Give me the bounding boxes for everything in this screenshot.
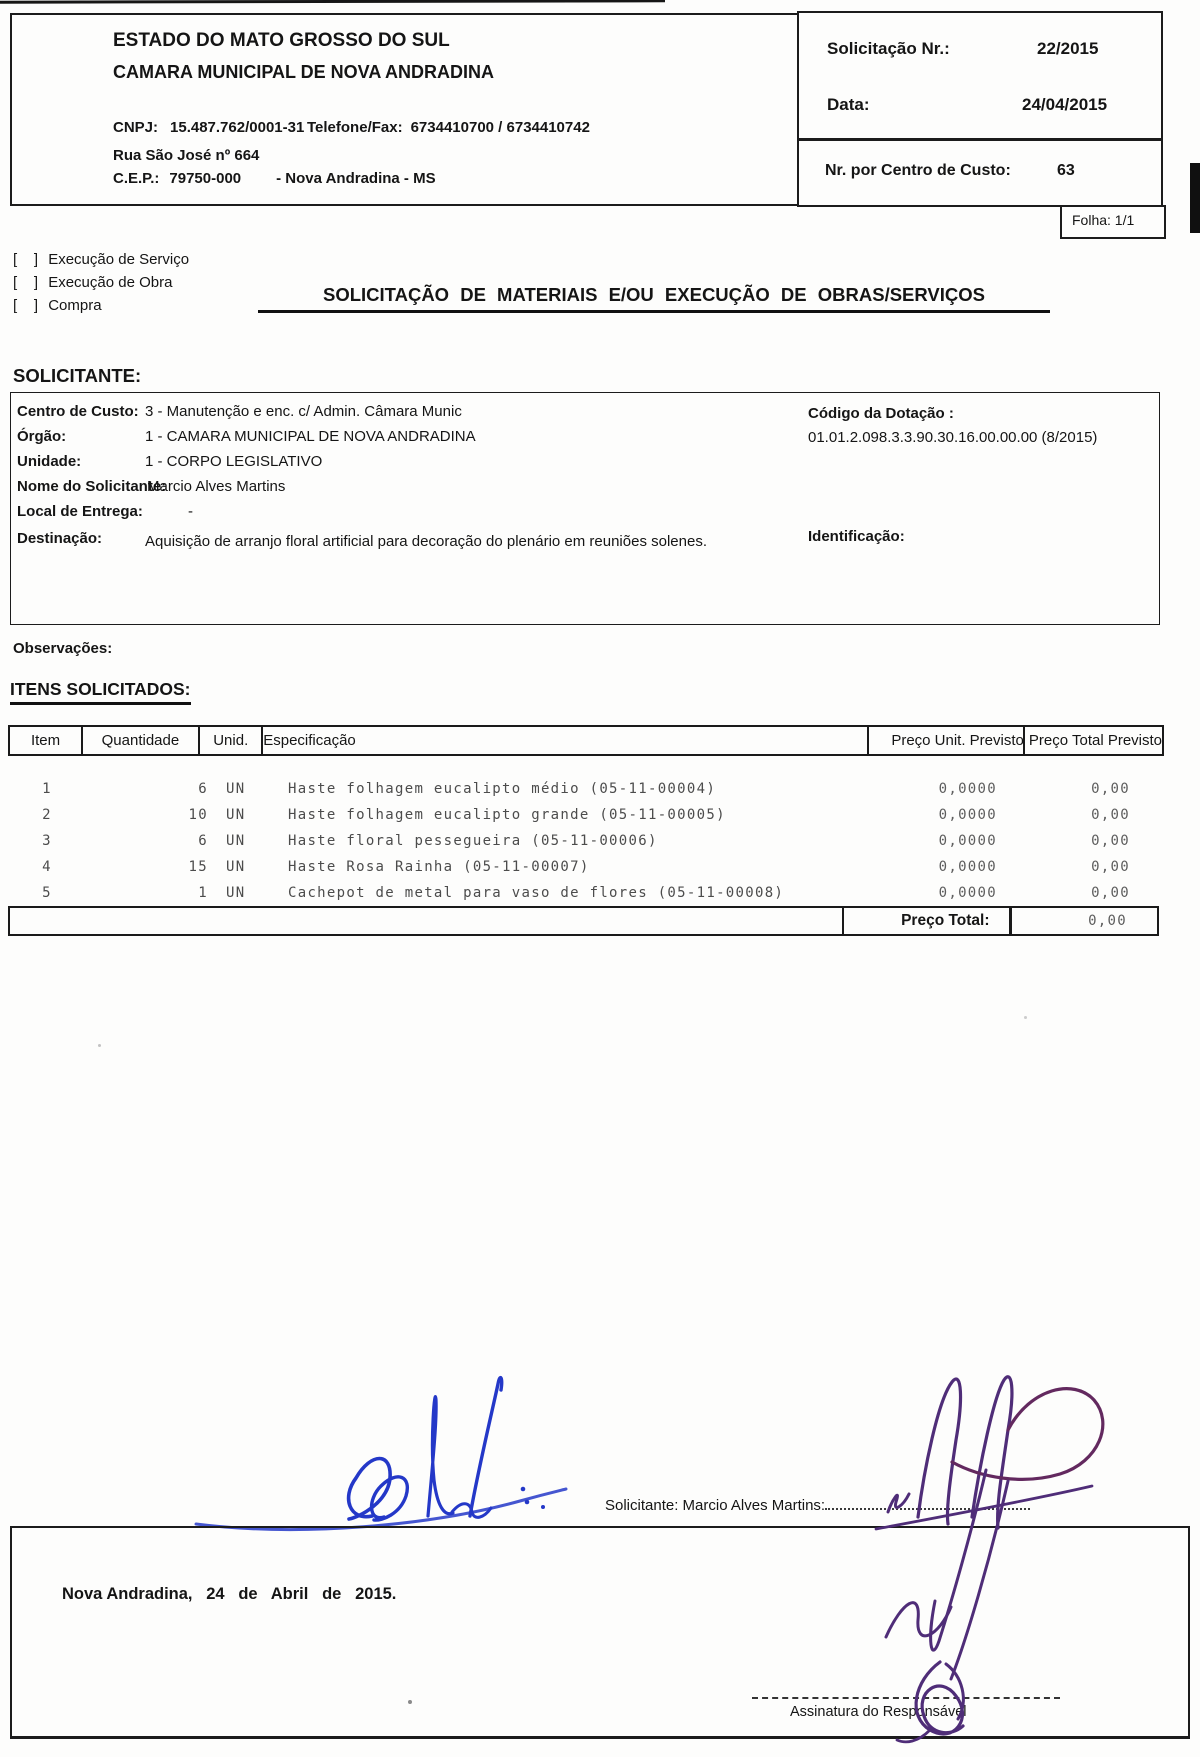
row-item: 5: [42, 885, 52, 901]
field-label-centro-custo: Centro de Custo:: [17, 403, 139, 420]
row-qty: 10: [188, 807, 208, 823]
row-item: 3: [42, 833, 52, 849]
row-qty: 6: [198, 833, 208, 849]
dotacao-value: 01.01.2.098.3.3.90.30.16.00.00.00 (8/2015): [808, 429, 1098, 446]
row-spec: Haste folhagem eucalipto grande (05-11-00005): [288, 807, 726, 823]
row-unid: UN: [226, 807, 246, 823]
date-value: 24/04/2015: [1022, 95, 1108, 114]
row-unit-price: 0,0000: [938, 833, 997, 849]
phone-label: Telefone/Fax:: [307, 119, 403, 136]
checkbox-compra: [13, 297, 102, 315]
row-qty: 15: [188, 859, 208, 875]
footer-date-line: Nova Andradina, 24 de Abril de 2015.: [62, 1585, 397, 1603]
document-title: SOLICITAÇÃO DE MATERIAIS E/OU EXECUÇÃO DE OBRAS/SERVIÇOS: [258, 284, 1050, 313]
cost-center-value: 63: [1057, 162, 1075, 179]
checkbox-brackets: [ ]: [13, 274, 39, 291]
org-name-line1: ESTADO DO MATO GROSSO DO SUL: [113, 30, 450, 51]
row-qty: 1: [198, 885, 208, 901]
phone-value: 6734410700 / 6734410742: [410, 119, 590, 136]
dotted-leader: [825, 1495, 1030, 1510]
cnpj-value: 15.487.762/0001-31: [170, 119, 305, 136]
row-total-price: 0,00: [1091, 885, 1130, 901]
itens-heading: ITENS SOLICITADOS:: [10, 679, 191, 705]
row-unid: UN: [226, 833, 246, 849]
signature-solicitante-ink: [180, 1360, 620, 1540]
checkbox-label: Execução de Obra: [48, 274, 173, 291]
field-value-centro-custo: 3 - Manutenção e enc. c/ Admin. Câmara Munic: [145, 403, 462, 420]
col-header-preco-unit: Preço Unit. Previsto: [867, 725, 1026, 756]
solicitante-signature-line: [605, 1495, 1030, 1514]
items-table: [8, 725, 1164, 936]
field-label-orgao: Órgão:: [17, 428, 67, 445]
solicitante-box: [10, 392, 1160, 625]
solicitante-heading: SOLICITANTE:: [13, 365, 142, 386]
cep-city: - Nova Andradina - MS: [276, 170, 436, 187]
row-total-price: 0,00: [1091, 807, 1130, 823]
col-header-quantidade: Quantidade: [81, 725, 201, 756]
date-label: Data:: [827, 95, 870, 114]
row-spec: Haste folhagem eucalipto médio (05-11-00004): [288, 781, 717, 797]
row-unit-price: 0,0000: [938, 807, 997, 823]
field-label-destinacao: Destinação:: [17, 530, 103, 547]
org-name-line2: CAMARA MUNICIPAL DE NOVA ANDRADINA: [113, 62, 494, 82]
table-row: [8, 802, 1164, 828]
scan-edge-artifact-right: [1190, 163, 1200, 233]
field-label-unidade: Unidade:: [17, 453, 82, 470]
row-spec: Haste Rosa Rainha (05-11-00007): [288, 859, 590, 875]
total-label: Preço Total:: [842, 906, 1012, 936]
col-header-preco-total: Preço Total Previsto: [1023, 725, 1164, 756]
table-row: [8, 776, 1164, 802]
field-value-unidade: 1 - CORPO LEGISLATIVO: [145, 453, 323, 470]
checkbox-execucao-obra: [13, 274, 172, 292]
row-unit-price: 0,0000: [938, 859, 997, 875]
table-row: [8, 828, 1164, 854]
table-total-row: [8, 906, 1164, 936]
col-header-item: Item: [8, 725, 83, 756]
footer-box: [10, 1526, 1190, 1739]
row-item: 1: [42, 781, 52, 797]
total-value: 0,00: [1009, 906, 1159, 936]
checkbox-execucao-servico: [13, 251, 189, 269]
cnpj-label: CNPJ:: [113, 119, 159, 136]
scan-edge-artifact-top: [0, 0, 665, 4]
row-unit-price: 0,0000: [938, 885, 997, 901]
row-total-price: 0,00: [1091, 833, 1130, 849]
field-value-nome: Marcio Alves Martins: [147, 478, 286, 495]
row-spec: Haste floral pessegueira (05-11-00006): [288, 833, 658, 849]
field-value-orgao: 1 - CAMARA MUNICIPAL DE NOVA ANDRADINA: [145, 428, 476, 445]
phone-line: [307, 119, 590, 137]
dotacao-label: Código da Dotação :: [808, 405, 954, 422]
cep-line: [113, 170, 436, 188]
cep-value: 79750-000: [169, 170, 242, 187]
row-item: 2: [42, 807, 52, 823]
request-value: 22/2015: [1037, 39, 1099, 58]
row-unid: UN: [226, 859, 246, 875]
request-number-box: [797, 11, 1163, 140]
checkbox-label: Execução de Serviço: [48, 251, 190, 268]
col-header-especificacao: Especificação: [261, 725, 869, 756]
scan-speck: [98, 1044, 101, 1047]
row-unid: UN: [226, 885, 246, 901]
cnpj-line: [113, 119, 304, 137]
row-item: 4: [42, 859, 52, 875]
field-label-local-entrega: Local de Entrega:: [17, 503, 143, 520]
responsible-signature-label: Assinatura do Responsável: [790, 1704, 967, 1720]
cep-label: C.E.P.:: [113, 170, 160, 187]
table-row: [8, 854, 1164, 880]
table-row: [8, 880, 1164, 906]
sheet-label: Folha: 1/1: [1072, 212, 1135, 228]
responsible-signature-line: [752, 1697, 1060, 1699]
request-label: Solicitação Nr.:: [827, 39, 950, 58]
row-spec: Cachepot de metal para vaso de flores (05-11-00008): [288, 885, 785, 901]
row-total-price: 0,00: [1091, 781, 1130, 797]
scan-speck: [1024, 1016, 1027, 1019]
address-line: Rua São José nº 664: [113, 147, 260, 164]
checkbox-brackets: [ ]: [13, 297, 39, 314]
cost-center-label: Nr. por Centro de Custo:: [825, 162, 1011, 179]
identificacao-label: Identificação:: [808, 528, 905, 545]
row-unit-price: 0,0000: [938, 781, 997, 797]
observacoes-label: Observações:: [13, 640, 113, 657]
items-table-header: [8, 725, 1164, 756]
field-value-destinacao: Aquisição de arranjo floral artificial para decoração do plenário em reuniões solenes.: [145, 533, 707, 550]
row-total-price: 0,00: [1091, 859, 1130, 875]
row-qty: 6: [198, 781, 208, 797]
checkbox-label: Compra: [48, 297, 102, 314]
col-header-unid: Unid.: [198, 725, 264, 756]
checkbox-brackets: [ ]: [13, 251, 39, 268]
total-row-spacer: [8, 906, 844, 936]
row-unid: UN: [226, 781, 246, 797]
field-value-local-entrega: -: [188, 503, 193, 520]
field-label-nome: Nome do Solicitante:: [17, 478, 167, 495]
solicitante-line-label: Solicitante: Marcio Alves Martins:: [605, 1497, 826, 1514]
